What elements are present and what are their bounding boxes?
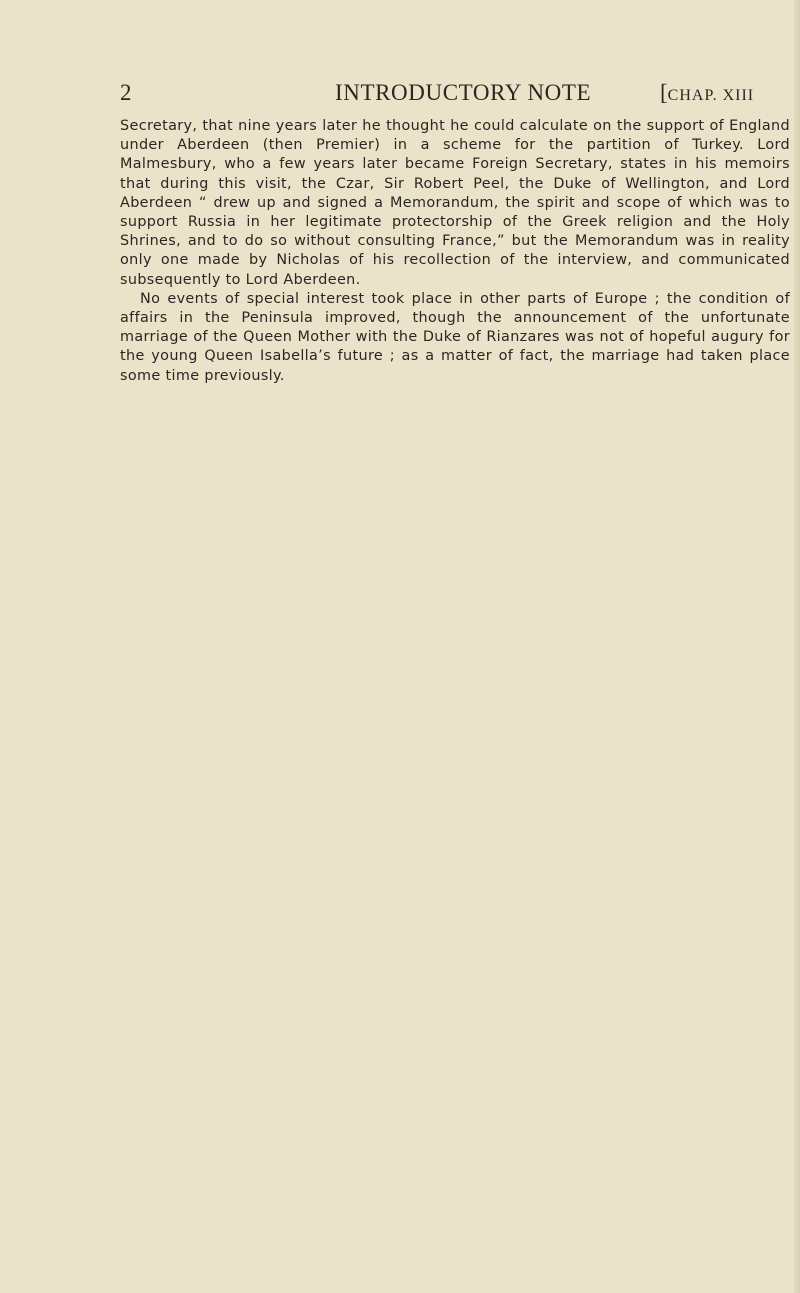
paragraph: Secretary, that nine years later he thought he could calculate on the support of England under Aberdeen (then Premier) in a scheme for the partition of Turkey. Lord Malmesbury, who a few years later became Foreign Secretary, states in his memoirs that during this visit, the Czar, Sir Robert Peel, the Duke of Wellington, and Lord Aberdeen “ drew up and signed a Memorandum, the spirit and scope of which was to support Russia in her legitimate protectorship of the Greek religion and the Holy Shrines, and to do so without consulting France,” but the Memorandum was in reality only one made by Nicholas of his recollection of the interview, and communicated subsequently to Lord Aberdeen.: [120, 118, 790, 288]
page-edge: [794, 0, 800, 1293]
running-header: [120, 80, 793, 110]
chapter-bracket: [: [660, 80, 668, 105]
chapter-marker: [660, 80, 754, 106]
chapter-label: CHAP. XIII: [667, 87, 755, 104]
running-title: INTRODUCTORY NOTE: [335, 80, 592, 105]
body-text: [120, 117, 790, 386]
paragraph: No events of special interest took place in other parts of Europe ; the condition of affairs in the Peninsula improved, though the announcement of the unfortunate marriage of the Queen Mother with the Duke of Rianzares was not of hopeful augury for the young Queen Isabella’s future ; as a matter of fact, the marriage had taken place some time previously.: [120, 290, 790, 384]
page-number: 2: [120, 80, 132, 105]
